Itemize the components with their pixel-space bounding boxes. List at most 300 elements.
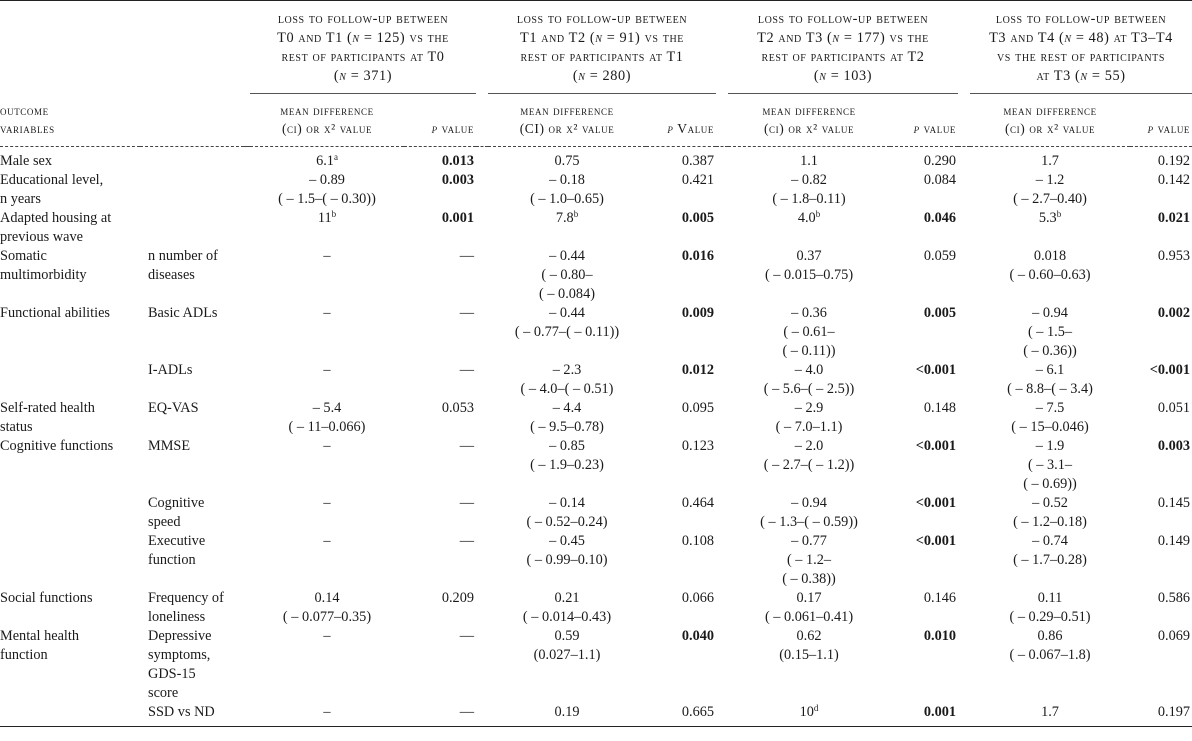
confidence-interval: ( – 3.1– xyxy=(1027,457,1073,473)
group-header-line2-end: = 177) vs the xyxy=(839,30,929,46)
confidence-interval-cont: ( – 0.38)) xyxy=(782,571,836,587)
sub-variable-label: Depressive xyxy=(148,628,212,644)
mean-difference-cell xyxy=(488,361,646,399)
sub-variable-label: Basic ADLs xyxy=(148,305,218,321)
p-value-cell: 0.021 xyxy=(1157,210,1191,226)
estimate-value: – xyxy=(323,438,331,454)
group-header-1 xyxy=(488,1,716,94)
confidence-interval: ( – 4.0–( – 0.51) xyxy=(520,381,614,397)
n-symbol: n xyxy=(1080,68,1088,84)
subheader-mean-diff-1 xyxy=(488,94,646,147)
footnote-marker: b xyxy=(815,209,821,219)
p-value-cell: 0.046 xyxy=(923,210,957,226)
p-symbol: p xyxy=(431,121,438,136)
confidence-interval: ( – 0.015–0.75) xyxy=(764,267,854,283)
sub-variable-label: function xyxy=(148,552,196,568)
group-header-line4: ( xyxy=(813,68,820,84)
p-value-cell: — xyxy=(459,438,474,454)
mean-difference-cell xyxy=(728,399,890,437)
outcome-variable-label-cont: multimorbidity xyxy=(0,267,87,283)
footnote-marker: b xyxy=(573,209,579,219)
mean-difference-cell xyxy=(970,494,1130,532)
p-value-cell: 0.003 xyxy=(441,172,474,188)
group-header-line2: T3 and T4 ( xyxy=(989,30,1065,46)
n-symbol: n xyxy=(352,30,360,46)
subheader-p-2 xyxy=(890,94,958,147)
outcome-variable-label: Male sex xyxy=(0,153,53,169)
confidence-interval: ( – 0.61– xyxy=(783,324,835,340)
estimate-value: 5.3 xyxy=(1038,210,1057,226)
outcome-variable-label: Functional abilities xyxy=(0,305,110,321)
mean-difference-cell xyxy=(970,532,1130,589)
subheader-mean-diff-2 xyxy=(728,94,890,147)
confidence-interval: (0.15–1.1) xyxy=(779,647,839,663)
outcome-variable-label: Social functions xyxy=(0,590,93,606)
group-header-line2: T1 and T2 ( xyxy=(520,30,596,46)
estimate-value: – 5.4 xyxy=(312,400,342,416)
footnote-marker: a xyxy=(333,152,338,162)
table-row xyxy=(0,532,1192,589)
sub-variable-cell xyxy=(140,361,244,399)
outcome-variable-label-cont: previous wave xyxy=(0,229,83,245)
group-header-line4-end: = 103) xyxy=(826,68,873,84)
confidence-interval: ( – 0.99–0.10) xyxy=(526,552,608,568)
p-value-cell: 0.001 xyxy=(890,703,958,727)
p-value-cell: 0.012 xyxy=(681,362,715,378)
estimate-value: 0.59 xyxy=(554,628,580,644)
estimate-value: 0.14 xyxy=(314,590,340,606)
outcome-variable-cell xyxy=(0,494,140,532)
p-value-cell: 0.145 xyxy=(1157,495,1191,511)
group-header-line1: loss to follow-up between xyxy=(757,11,929,27)
sub-variable-label: I-ADLs xyxy=(148,362,193,378)
mean-difference-cell xyxy=(728,589,890,627)
confidence-interval: ( – 1.7–0.28) xyxy=(1013,552,1087,568)
sub-variable-label: speed xyxy=(148,514,181,530)
estimate-value: 4.0 xyxy=(797,210,816,226)
mean-difference-cell xyxy=(488,209,646,247)
estimate-value: – 0.94 xyxy=(791,495,827,511)
mean-difference-cell xyxy=(728,627,890,703)
confidence-interval: ( – 2.7–0.40) xyxy=(1013,191,1087,207)
p-value-label: value xyxy=(1153,121,1191,136)
mean-difference-cell xyxy=(250,589,404,627)
group-header-line4-end: = 280) xyxy=(585,68,632,84)
p-value-cell: 0.005 xyxy=(923,305,957,321)
estimate-value: – xyxy=(323,362,331,378)
p-value-label: value xyxy=(919,121,957,136)
table-row xyxy=(0,147,1192,172)
outcome-variable-cell xyxy=(0,437,140,494)
confidence-interval: ( – 1.2–0.18) xyxy=(1013,514,1087,530)
outcome-variable-label-cont: n years xyxy=(0,191,41,207)
n-symbol: n xyxy=(1064,30,1072,46)
group-header-line3: rest of participants at T2 xyxy=(761,49,925,65)
confidence-interval: ( – 5.6–( – 2.5)) xyxy=(763,381,855,397)
group-header-line4-end: = 371) xyxy=(346,68,393,84)
mean-difference-cell xyxy=(250,399,404,437)
table-row xyxy=(0,494,1192,532)
mean-difference-cell xyxy=(488,147,646,172)
outcome-variable-label: Cognitive functions xyxy=(0,438,114,454)
group-header-line1: loss to follow-up between xyxy=(516,11,688,27)
confidence-interval-cont: ( – 0.11)) xyxy=(782,343,836,359)
p-value-label: value xyxy=(437,121,474,136)
sub-variable-cell xyxy=(140,399,244,437)
group-header-line1: loss to follow-up between xyxy=(277,11,449,27)
mean-difference-cell xyxy=(488,494,646,532)
estimate-value: 10 xyxy=(799,704,814,720)
group-header-row xyxy=(0,1,1192,94)
mean-difference-cell xyxy=(250,494,404,532)
sub-variable-label: SSD vs ND xyxy=(148,704,215,720)
confidence-interval: ( – 0.014–0.43) xyxy=(522,609,612,625)
confidence-interval: ( – 1.2– xyxy=(786,552,832,568)
mean-diff-label-line2: (CI) or χ² value xyxy=(519,121,615,136)
p-value-cell: 0.290 xyxy=(923,153,957,169)
confidence-interval: ( – 7.0–1.1) xyxy=(775,419,843,435)
p-value-cell: — xyxy=(404,703,476,727)
p-value-cell: 0.197 xyxy=(1130,703,1192,727)
estimate-value: 11 xyxy=(317,210,332,226)
mean-difference-cell xyxy=(970,147,1130,172)
table-row xyxy=(0,209,1192,247)
estimate-value: – xyxy=(323,248,331,264)
p-value-cell: 0.016 xyxy=(681,248,715,264)
estimate-value: 0.21 xyxy=(554,590,580,606)
p-value-cell: — xyxy=(459,628,474,644)
mean-difference-cell xyxy=(728,171,890,209)
mean-difference-cell xyxy=(728,247,890,304)
p-value-cell: 0.010 xyxy=(923,628,957,644)
estimate-value: – 2.9 xyxy=(794,400,824,416)
estimate-value: – 0.45 xyxy=(549,533,585,549)
estimate-value: – 0.44 xyxy=(549,305,585,321)
outcome-variable-label: Adapted housing at xyxy=(0,210,112,226)
outcome-variable-cell xyxy=(0,399,140,437)
sub-variable-label: symptoms, xyxy=(148,647,211,663)
mean-difference-cell xyxy=(250,437,404,494)
estimate-value: 0.86 xyxy=(1037,628,1063,644)
estimate-value: – 2.0 xyxy=(794,438,824,454)
confidence-interval: ( – 0.52–0.24) xyxy=(526,514,608,530)
mean-difference-cell xyxy=(488,589,646,627)
estimate-value: 0.62 xyxy=(796,628,822,644)
mean-difference-cell xyxy=(250,703,404,727)
group-header-line4: at T3 ( xyxy=(1036,68,1081,84)
mean-diff-label-line1: mean difference xyxy=(520,103,614,118)
estimate-value: – 4.0 xyxy=(794,362,824,378)
estimate-value: 1.7 xyxy=(1041,153,1059,169)
group-header-line2-end: = 48) at T3–T4 xyxy=(1071,30,1173,46)
p-value-cell: <0.001 xyxy=(915,495,957,511)
mean-difference-cell xyxy=(488,304,646,361)
estimate-value: – 4.4 xyxy=(552,400,582,416)
p-value-cell: 0.142 xyxy=(1157,172,1191,188)
outcome-variable-cell xyxy=(0,304,140,361)
estimate-value: – 0.74 xyxy=(1032,533,1068,549)
p-value-cell: 0.146 xyxy=(923,590,957,606)
group-header-line3: rest of participants at T0 xyxy=(281,49,445,65)
p-value-cell: 0.421 xyxy=(681,172,715,188)
p-value-cell: 0.005 xyxy=(681,210,715,226)
outcome-variable-cell xyxy=(0,627,140,703)
sub-variable-label: n number of xyxy=(148,248,218,264)
group-header-line2: T2 and T3 ( xyxy=(757,30,833,46)
mean-difference-cell xyxy=(728,304,890,361)
outcome-variable-label: Educational level, xyxy=(0,172,104,188)
group-header-2 xyxy=(728,1,958,94)
p-value-cell: 0.001 xyxy=(441,210,474,226)
confidence-interval: ( – 1.5–( – 0.30)) xyxy=(278,191,376,207)
mean-difference-cell xyxy=(488,399,646,437)
confidence-interval-cont: ( – 0.36)) xyxy=(1023,343,1077,359)
confidence-interval: (0.027–1.1) xyxy=(533,647,601,663)
estimate-value: – 2.3 xyxy=(552,362,582,378)
outcome-variable-label-cont: status xyxy=(0,419,33,435)
estimate-value: – xyxy=(323,533,331,549)
estimate-value: 0.19 xyxy=(554,704,580,720)
subheader-mean-diff-0 xyxy=(250,94,404,147)
outcome-variable-label: Self-rated health xyxy=(0,400,95,416)
mean-difference-cell xyxy=(250,147,404,172)
mean-difference-cell xyxy=(970,171,1130,209)
sub-variable-cell xyxy=(140,304,244,361)
footnote-marker: b xyxy=(1056,209,1062,219)
outcome-variable-cell xyxy=(0,209,140,247)
p-value-cell: 0.387 xyxy=(681,153,715,169)
sub-variable-cell xyxy=(140,147,244,172)
table-row xyxy=(0,361,1192,399)
outcome-variable-label-cont: function xyxy=(0,647,48,663)
mean-difference-cell xyxy=(970,361,1130,399)
mean-difference-cell xyxy=(250,171,404,209)
estimate-value: – 0.82 xyxy=(791,172,827,188)
p-value-cell: 0.084 xyxy=(923,172,957,188)
estimate-value: 6.1 xyxy=(316,153,334,169)
p-value-cell: <0.001 xyxy=(915,362,957,378)
sub-variable-label: score xyxy=(148,685,179,701)
sub-variable-cell xyxy=(140,209,244,247)
p-value-cell: 0.464 xyxy=(681,495,715,511)
p-value-cell: 0.209 xyxy=(441,590,474,606)
n-symbol: n xyxy=(832,30,840,46)
estimate-value: – 7.5 xyxy=(1035,400,1065,416)
estimate-value: – xyxy=(323,495,331,511)
group-header-line2-end: = 125) vs the xyxy=(359,30,449,46)
mean-difference-cell xyxy=(728,209,890,247)
p-value-cell: 0.665 xyxy=(646,703,716,727)
mean-difference-cell xyxy=(250,247,404,304)
estimate-value: 1.1 xyxy=(800,153,818,169)
confidence-interval: ( – 0.067–1.8) xyxy=(1009,647,1091,663)
sub-variable-cell xyxy=(140,703,244,727)
mean-difference-cell xyxy=(970,589,1130,627)
outcome-label-line2: variables xyxy=(0,121,55,136)
estimate-value: – 0.77 xyxy=(791,533,827,549)
mean-difference-cell xyxy=(488,627,646,703)
p-value-cell: 0.059 xyxy=(923,248,957,264)
mean-difference-cell xyxy=(250,627,404,703)
n-symbol: n xyxy=(578,68,586,84)
p-value-cell: 0.192 xyxy=(1157,153,1191,169)
estimate-value: – xyxy=(323,704,331,720)
sub-variable-label: diseases xyxy=(148,267,195,283)
mean-diff-label-line2: (ci) or χ² value xyxy=(1004,121,1096,136)
p-value-cell: 0.009 xyxy=(681,305,715,321)
estimate-value: 0.11 xyxy=(1037,590,1063,606)
mean-difference-cell xyxy=(970,304,1130,361)
p-value-label: Value xyxy=(673,121,715,136)
mean-difference-cell xyxy=(250,532,404,589)
estimate-value: – 0.94 xyxy=(1032,305,1068,321)
sub-variable-label: Cognitive xyxy=(148,495,205,511)
confidence-interval: ( – 8.8–( – 3.4) xyxy=(1007,381,1093,397)
mean-diff-label-line2: (ci) or χ² value xyxy=(281,121,373,136)
outcome-variable-cell xyxy=(0,703,140,727)
n-symbol: n xyxy=(339,68,347,84)
group-header-line4: ( xyxy=(572,68,579,84)
p-value-cell: 0.149 xyxy=(1157,533,1191,549)
table-row xyxy=(0,589,1192,627)
group-header-3 xyxy=(970,1,1192,94)
confidence-interval: ( – 0.77–( – 0.11)) xyxy=(514,324,620,340)
mean-diff-label-line1: mean difference xyxy=(1003,103,1097,118)
estimate-value: 0.17 xyxy=(796,590,822,606)
mean-difference-cell xyxy=(488,437,646,494)
group-header-0 xyxy=(250,1,476,94)
p-value-cell: 0.003 xyxy=(1157,438,1191,454)
mean-difference-cell xyxy=(250,304,404,361)
mean-difference-cell xyxy=(728,703,890,727)
table-row xyxy=(0,437,1192,494)
sub-variable-label: Executive xyxy=(148,533,206,549)
p-value-cell: 0.123 xyxy=(681,438,715,454)
confidence-interval-cont: ( – 0.69)) xyxy=(1023,476,1077,492)
estimate-value: 1.7 xyxy=(1041,704,1059,720)
confidence-interval: ( – 1.3–( – 0.59)) xyxy=(760,514,858,530)
table-row xyxy=(0,703,1192,727)
sub-variable-label: EQ-VAS xyxy=(148,400,199,416)
estimate-value: – 0.52 xyxy=(1032,495,1068,511)
estimate-value: – 0.85 xyxy=(549,438,585,454)
estimate-value: – 1.2 xyxy=(1035,172,1065,188)
estimate-value: – 0.89 xyxy=(309,172,345,188)
p-value-cell: 0.013 xyxy=(441,153,474,169)
p-value-cell: — xyxy=(459,305,474,321)
estimate-value: 0.75 xyxy=(554,153,580,169)
p-value-cell: <0.001 xyxy=(915,438,957,454)
outcome-variable-label: Somatic xyxy=(0,248,47,264)
mean-difference-cell xyxy=(728,494,890,532)
estimate-value: – 0.44 xyxy=(549,248,585,264)
subheader-mean-diff-3 xyxy=(970,94,1130,147)
footnote-marker: b xyxy=(331,209,337,219)
p-value-cell: — xyxy=(459,248,474,264)
outcome-variables-header xyxy=(0,1,250,147)
confidence-interval: ( – 1.5– xyxy=(1027,324,1073,340)
p-value-cell: <0.001 xyxy=(915,533,957,549)
p-value-cell: 0.953 xyxy=(1157,248,1191,264)
p-symbol: p xyxy=(1147,121,1154,136)
mean-difference-cell xyxy=(970,627,1130,703)
mean-difference-cell xyxy=(728,532,890,589)
estimate-value: – xyxy=(323,628,331,644)
confidence-interval: ( – 2.7–( – 1.2)) xyxy=(763,457,855,473)
outcome-variable-cell xyxy=(0,532,140,589)
mean-difference-cell xyxy=(488,532,646,589)
mean-difference-cell xyxy=(728,361,890,399)
sub-variable-label: MMSE xyxy=(148,438,191,454)
outcome-variable-cell xyxy=(0,147,140,172)
outcome-label-line1: outcome xyxy=(0,103,49,118)
estimate-value: – 1.9 xyxy=(1035,438,1065,454)
outcome-variable-cell xyxy=(0,171,140,209)
subheader-p-0 xyxy=(404,94,476,147)
sub-variable-cell xyxy=(140,437,244,494)
mean-diff-label-line2: (ci) or χ² value xyxy=(763,121,855,136)
group-header-line4: ( xyxy=(333,68,340,84)
mean-difference-cell xyxy=(970,399,1130,437)
mean-difference-cell xyxy=(970,437,1130,494)
table-body xyxy=(0,147,1192,727)
mean-difference-cell xyxy=(488,247,646,304)
p-value-cell: — xyxy=(459,362,474,378)
estimate-value: – 0.36 xyxy=(791,305,827,321)
n-symbol: n xyxy=(819,68,827,84)
table-row xyxy=(0,247,1192,304)
table-row xyxy=(0,304,1192,361)
p-value-cell: 0.051 xyxy=(1157,400,1191,416)
p-value-cell: 0.108 xyxy=(681,533,715,549)
confidence-interval: ( – 0.29–0.51) xyxy=(1009,609,1091,625)
confidence-interval: ( – 0.80– xyxy=(541,267,593,283)
mean-difference-cell xyxy=(488,171,646,209)
table-row xyxy=(0,399,1192,437)
sub-variable-cell xyxy=(140,171,244,209)
confidence-interval-cont: ( – 0.084) xyxy=(539,286,595,302)
p-value-cell: 0.586 xyxy=(1157,590,1191,606)
mean-difference-cell xyxy=(250,361,404,399)
sub-variable-label: Frequency of xyxy=(148,590,224,606)
mean-difference-cell xyxy=(488,703,646,727)
group-header-line1: loss to follow-up between xyxy=(995,11,1167,27)
mean-difference-cell xyxy=(970,209,1130,247)
p-symbol: p xyxy=(913,121,920,136)
p-value-cell: 0.053 xyxy=(441,400,474,416)
sub-variable-cell xyxy=(140,247,244,304)
p-value-cell: 0.066 xyxy=(681,590,715,606)
mean-diff-label-line1: mean difference xyxy=(762,103,856,118)
sub-variable-label: GDS-15 xyxy=(148,666,196,682)
estimate-value: 0.018 xyxy=(1033,248,1067,264)
group-header-line3: rest of participants at T1 xyxy=(520,49,684,65)
confidence-interval: ( – 0.077–0.35) xyxy=(282,609,372,625)
mean-difference-cell xyxy=(728,437,890,494)
p-value-cell: 0.069 xyxy=(1157,628,1191,644)
subheader-p-1 xyxy=(646,94,716,147)
mean-difference-cell xyxy=(250,209,404,247)
estimate-value: – xyxy=(323,305,331,321)
confidence-interval: ( – 9.5–0.78) xyxy=(530,419,604,435)
estimate-value: 7.8 xyxy=(555,210,574,226)
group-header-line4-end: = 55) xyxy=(1087,68,1126,84)
outcome-variable-cell xyxy=(0,589,140,627)
confidence-interval: ( – 1.0–0.65) xyxy=(530,191,604,207)
group-header-line2-end: = 91) vs the xyxy=(602,30,684,46)
estimate-value: – 6.1 xyxy=(1035,362,1065,378)
p-value-cell: 0.095 xyxy=(681,400,715,416)
